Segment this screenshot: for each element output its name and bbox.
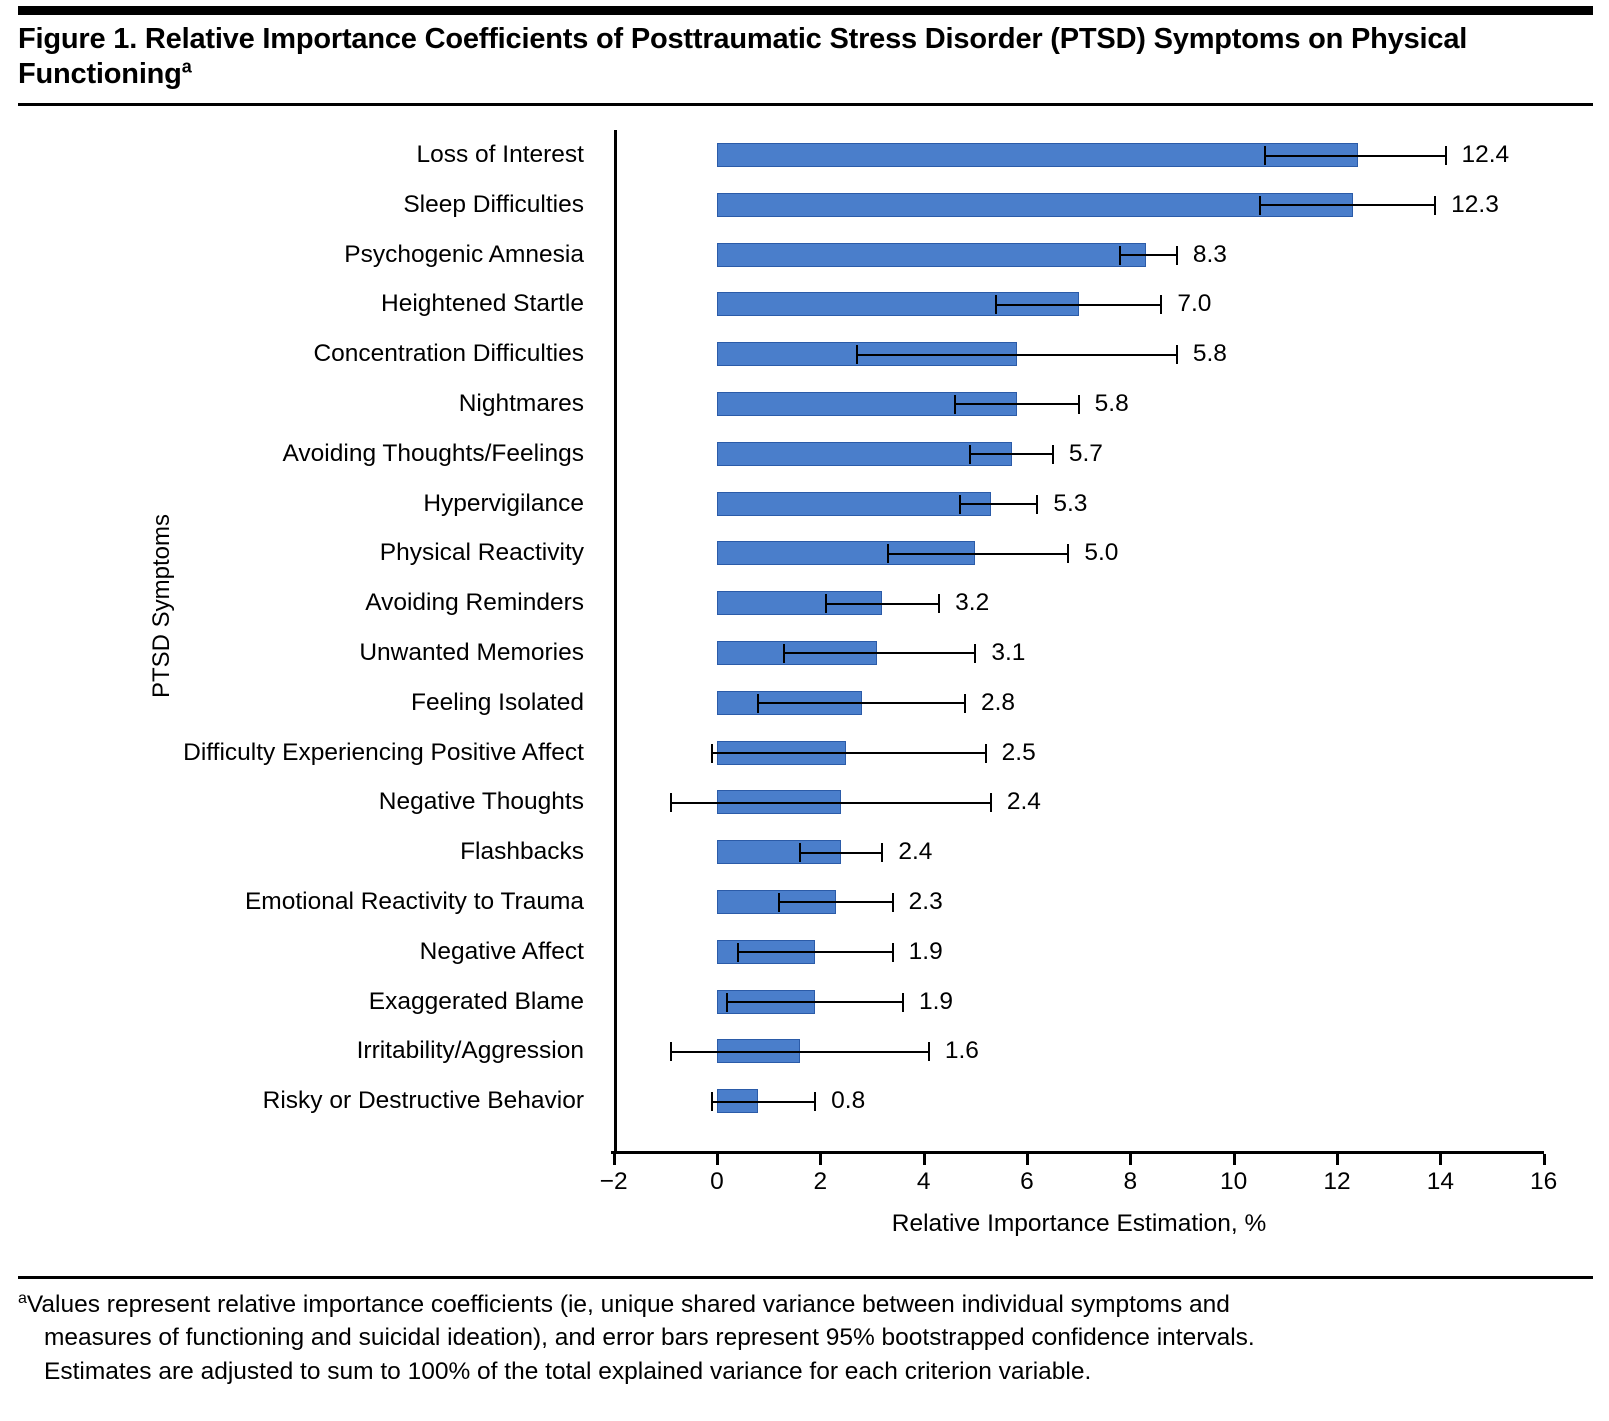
- bar: [717, 143, 1358, 167]
- bar-value-label: 5.7: [1068, 439, 1103, 467]
- bar-row: [614, 479, 1544, 529]
- figure-title-footnote-marker: a: [181, 56, 192, 77]
- error-bar: [960, 503, 1038, 505]
- bar: [717, 243, 1146, 267]
- category-label: Negative Affect: [419, 937, 584, 965]
- error-bar: [738, 951, 893, 953]
- bar-row: [614, 578, 1544, 628]
- bar-value-label: 7.0: [1177, 290, 1212, 318]
- y-axis-line: [614, 130, 617, 1151]
- footnote-line-2: measures of functioning and suicidal ideation), and error bars represent 95% bootstrapped confidence intervals.: [44, 1324, 1255, 1352]
- bar-row: [614, 130, 1544, 180]
- error-bar-cap: [1078, 395, 1080, 414]
- category-label: Hypervigilance: [423, 489, 584, 517]
- figure-footnote: [18, 1288, 1578, 1388]
- error-bar-cap: [757, 694, 759, 713]
- x-tick-label: 14: [1426, 1168, 1454, 1195]
- bar: [717, 442, 1012, 466]
- x-tick: [1439, 1154, 1442, 1165]
- error-bar-cap: [1036, 495, 1038, 514]
- x-tick: [613, 1154, 616, 1165]
- bar-row: [614, 528, 1544, 578]
- error-bar: [779, 901, 893, 903]
- bar-row: [614, 827, 1544, 877]
- error-bar-cap: [928, 1042, 930, 1061]
- y-axis-tick-labels: [88, 130, 598, 1126]
- error-bar-cap: [954, 395, 956, 414]
- error-bar-cap: [737, 943, 739, 962]
- error-bar-cap: [969, 445, 971, 464]
- error-bar-cap: [881, 843, 883, 862]
- bar-row: [614, 1076, 1544, 1126]
- error-bar-cap: [726, 993, 728, 1012]
- error-bar-cap: [670, 1042, 672, 1061]
- bar-value-label: 0.8: [831, 1087, 866, 1115]
- x-tick: [1026, 1154, 1029, 1165]
- category-label: Difficulty Experiencing Positive Affect: [183, 738, 584, 766]
- bar: [717, 492, 991, 516]
- bar-value-label: 5.8: [1192, 340, 1227, 368]
- error-bar-cap: [995, 295, 997, 314]
- error-bar: [857, 354, 1177, 356]
- bar-value-label: 12.3: [1451, 190, 1499, 218]
- bar-value-label: 1.9: [919, 987, 954, 1015]
- category-label: Irritability/Aggression: [356, 1037, 584, 1065]
- bar-row: [614, 230, 1544, 280]
- bar-value-label: 2.3: [908, 887, 943, 915]
- error-bar-cap: [814, 1092, 816, 1111]
- error-bar-cap: [783, 644, 785, 663]
- category-label: Concentration Difficulties: [313, 340, 584, 368]
- error-bar-cap: [711, 744, 713, 763]
- error-bar-cap: [974, 644, 976, 663]
- bar-row: [614, 927, 1544, 977]
- error-bar-cap: [799, 843, 801, 862]
- bar-row: [614, 379, 1544, 429]
- bar-row: [614, 777, 1544, 827]
- bar-value-label: 2.8: [981, 688, 1016, 716]
- error-bar-cap: [1445, 146, 1447, 165]
- error-bar: [712, 752, 986, 754]
- x-tick: [1129, 1154, 1132, 1165]
- category-label: Sleep Difficulties: [403, 190, 584, 218]
- category-label: Flashbacks: [460, 838, 584, 866]
- x-tick: [716, 1154, 719, 1165]
- error-bar-cap: [892, 893, 894, 912]
- x-tick-label: 10: [1220, 1168, 1248, 1195]
- category-label: Exaggerated Blame: [368, 987, 584, 1015]
- error-bar-cap: [959, 495, 961, 514]
- category-label: Unwanted Memories: [359, 638, 584, 666]
- x-tick-label: 6: [1020, 1168, 1034, 1195]
- title-divider: [18, 103, 1593, 106]
- error-bar-cap: [990, 793, 992, 812]
- error-bar-cap: [1176, 246, 1178, 265]
- bar-value-label: 1.6: [944, 1037, 979, 1065]
- category-label: Psychogenic Amnesia: [344, 240, 584, 268]
- bar-value-label: 3.1: [991, 638, 1026, 666]
- error-bar: [784, 652, 975, 654]
- category-label: Heightened Startle: [381, 290, 584, 318]
- footnote-marker: a: [18, 1289, 27, 1307]
- x-tick: [1233, 1154, 1236, 1165]
- x-axis-line: [611, 1151, 1544, 1154]
- bar-value-label: 3.2: [955, 589, 990, 617]
- error-bar-cap: [1160, 295, 1162, 314]
- error-bar-cap: [1264, 146, 1266, 165]
- figure-title: [18, 22, 1593, 93]
- bar-row: [614, 728, 1544, 778]
- category-label: Negative Thoughts: [378, 788, 584, 816]
- error-bar: [758, 702, 965, 704]
- bar-value-label: 5.3: [1053, 489, 1088, 517]
- error-bar: [1120, 254, 1177, 256]
- error-bar: [955, 403, 1079, 405]
- chart-axes: [599, 130, 1558, 1195]
- bar-row: [614, 180, 1544, 230]
- figure-title-text: Figure 1. Relative Importance Coefficients of Posttraumatic Stress Disorder (PTSD) Symptoms on Physical Functioning: [18, 23, 1468, 91]
- bar-row: [614, 429, 1544, 479]
- category-label: Emotional Reactivity to Trauma: [244, 887, 584, 915]
- bar-value-label: 2.5: [1001, 738, 1036, 766]
- bar-value-label: 1.9: [908, 937, 943, 965]
- error-bar-cap: [985, 744, 987, 763]
- bar-value-label: 2.4: [1006, 788, 1041, 816]
- error-bar-cap: [1119, 246, 1121, 265]
- bar-row: [614, 877, 1544, 927]
- bar-value-label: 12.4: [1461, 141, 1510, 168]
- category-label: Nightmares: [458, 389, 584, 417]
- bar-value-label: 8.3: [1192, 240, 1227, 268]
- bar-row: [614, 628, 1544, 678]
- x-tick: [1543, 1154, 1546, 1165]
- error-bar: [970, 453, 1053, 455]
- error-bar-cap: [1052, 445, 1054, 464]
- top-divider: [18, 6, 1593, 15]
- bar-row: [614, 1026, 1544, 1076]
- x-axis-label: Relative Importance Estimation, %: [891, 1210, 1267, 1237]
- error-bar-cap: [1176, 345, 1178, 364]
- error-bar: [671, 1051, 929, 1053]
- category-label: Risky or Destructive Behavior: [262, 1087, 584, 1115]
- error-bar-cap: [1434, 196, 1436, 215]
- bar-row: [614, 329, 1544, 379]
- bar-value-label: 2.4: [898, 838, 933, 866]
- error-bar: [888, 553, 1069, 555]
- error-bar: [1265, 155, 1446, 157]
- error-bar-cap: [887, 544, 889, 563]
- error-bar: [996, 304, 1161, 306]
- x-tick-label: 0: [710, 1168, 724, 1195]
- error-bar: [826, 603, 940, 605]
- error-bar: [727, 1001, 903, 1003]
- x-tick: [923, 1154, 926, 1165]
- error-bar-cap: [964, 694, 966, 713]
- bar-row: [614, 977, 1544, 1027]
- category-label: Avoiding Reminders: [365, 589, 584, 617]
- error-bar-cap: [778, 893, 780, 912]
- bar-row: [614, 279, 1544, 329]
- error-bar-cap: [938, 594, 940, 613]
- footnote-line-3: Estimates are adjusted to sum to 100% of the total explained variance for each criterion variable.: [44, 1357, 1092, 1385]
- bar-row: [614, 678, 1544, 728]
- footnote-divider: [18, 1276, 1593, 1279]
- category-label: Feeling Isolated: [411, 688, 584, 716]
- error-bar: [671, 802, 991, 804]
- error-bar: [1260, 204, 1436, 206]
- chart-plot-area: [18, 112, 1593, 1262]
- category-label: Physical Reactivity: [379, 539, 584, 567]
- bar-value-label: 5.8: [1094, 389, 1129, 417]
- error-bar: [800, 852, 883, 854]
- category-label: Loss of Interest: [416, 141, 584, 168]
- error-bar-cap: [825, 594, 827, 613]
- error-bar-cap: [856, 345, 858, 364]
- x-tick-label: 2: [813, 1168, 828, 1195]
- bar-value-label: 5.0: [1084, 539, 1119, 567]
- x-tick-label: 12: [1323, 1168, 1351, 1195]
- bar: [717, 193, 1353, 217]
- error-bar-cap: [902, 993, 904, 1012]
- x-tick-label: 4: [916, 1168, 931, 1195]
- error-bar-cap: [892, 943, 894, 962]
- error-bar: [712, 1101, 815, 1103]
- x-tick: [1336, 1154, 1339, 1165]
- category-label: Avoiding Thoughts/Feelings: [282, 439, 584, 467]
- bar-series: [614, 130, 1544, 1126]
- footnote-line-1: Values represent relative importance coefficients (ie, unique shared variance between individual symptoms and: [26, 1291, 1230, 1318]
- x-tick: [819, 1154, 822, 1165]
- x-tick-label: −2: [599, 1168, 628, 1195]
- y-axis-label: PTSD Symptoms: [148, 513, 175, 699]
- x-tick-label: 16: [1530, 1168, 1558, 1195]
- x-tick-label: 8: [1123, 1168, 1138, 1195]
- error-bar-cap: [711, 1092, 713, 1111]
- error-bar-cap: [1259, 196, 1261, 215]
- error-bar-cap: [670, 793, 672, 812]
- error-bar-cap: [1067, 544, 1069, 563]
